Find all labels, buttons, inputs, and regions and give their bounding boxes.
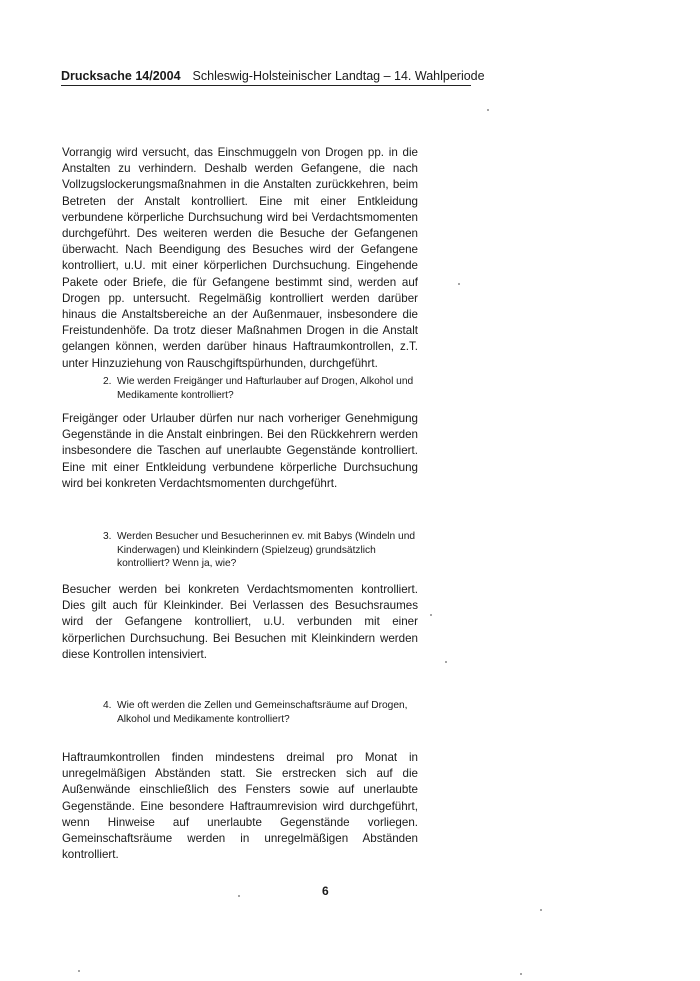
question-2 xyxy=(103,375,419,402)
question-text: Wie oft werden die Zellen und Gemeinschaftsräume auf Drogen, Alkohol und Medikamente kontrolliert? xyxy=(117,700,408,725)
scan-speck xyxy=(445,661,447,663)
page-number: 6 xyxy=(322,884,329,898)
document-number: Drucksache 14/2004 xyxy=(61,69,181,83)
question-number: 2. xyxy=(103,376,112,387)
question-number: 3. xyxy=(103,531,112,542)
question-3 xyxy=(103,530,419,571)
scan-speck xyxy=(78,970,80,972)
scan-speck xyxy=(540,909,542,911)
answer-paragraph-2: Freigänger oder Urlauber dürfen nur nach vorheriger Genehmigung Gegenstände in die Anstalt einbringen. Bei den Rückkehrern werden insbesondere die Taschen auf unerlaubte Gegenstände kontrolliert. Eine mit einer Entkleidung verbundene körperliche Durchsuchung wird bei konkreten Verdachtsmomenten durchgeführt. xyxy=(62,412,418,490)
question-text: Wie werden Freigänger und Hafturlauber auf Drogen, Alkohol und Medikamente kontrolliert? xyxy=(117,376,414,401)
scan-speck xyxy=(458,283,460,285)
question-text: Werden Besucher und Besucherinnen ev. mit Babys (Windeln und Kinderwagen) und Kleinkindern (Spielzeug) grundsätzlich kontrolliert? Wenn ja, wie? xyxy=(117,531,416,570)
answer-paragraph-3: Besucher werden bei konkreten Verdachtsmomenten kontrolliert. Dies gilt auch für Kleinkinder. Bei Verlassen des Besuchsraumes wird der Gefangene kontrolliert, u.U. verbunden mit einer körperlichen Durchsuchung. Bei Besuchen mit Kleinkindern werden diese Kontrollen intensiviert. xyxy=(62,583,418,661)
scan-speck xyxy=(430,614,432,616)
scan-speck xyxy=(520,973,522,975)
answer-paragraph-1: Vorrangig wird versucht, das Einschmuggeln von Drogen pp. in die Anstalten zu verhindern. Deshalb werden Gefangene, die nach Vollzugslockerungsmaßnahmen in die Anstalten zurückkehren, beim Betreten der Anstalt kontrolliert. Eine mit einer Entkleidung verbundene körperliche Durchsuchung wird bei Verdachtsmomenten durchgeführt. Des weiteren werden die Besuche der Gefangenen überwacht. Nach Beendigung des Besuches wird der Gefangene kontrolliert, u.U. mit einer körperlichen Durchsuchung. Eingehende Pakete oder Briefe, die für Gefangene bestimmt sind, werden auf Drogen pp. untersucht. Regelmäßig kontrolliert werden darüber hinaus die Anstaltsbereiche an der Außenmauer, insbesondere die Freistundenhöfe. Da trotz dieser Maßnahmen Drogen in die Anstalt gelangen können, werden darüber hinaus Haftraumkontrollen, z.T. unter Hinzuziehung von Rauschgiftspürhunden, durchgeführt. xyxy=(62,146,418,370)
question-number: 4. xyxy=(103,700,112,711)
scan-speck xyxy=(487,109,489,111)
page-header xyxy=(61,69,485,86)
answer-paragraph-4: Haftraumkontrollen finden mindestens dreimal pro Monat in unregelmäßigen Abständen statt. Sie erstrecken sich auf die Außenwände einschließlich des Fensters sowie auf unerlaubte Gegenstände. Eine besondere Haftraumrevision wird durchgeführt, wenn Hinweise auf unerlaubte Gegenstände vorliegen. Gemeinschaftsräume werden in unregelmäßigen Abständen kontrolliert. xyxy=(62,751,418,862)
question-4 xyxy=(103,699,419,726)
header-title: Schleswig-Holsteinischer Landtag – 14. Wahlperiode xyxy=(192,69,485,83)
scan-speck xyxy=(238,895,240,897)
